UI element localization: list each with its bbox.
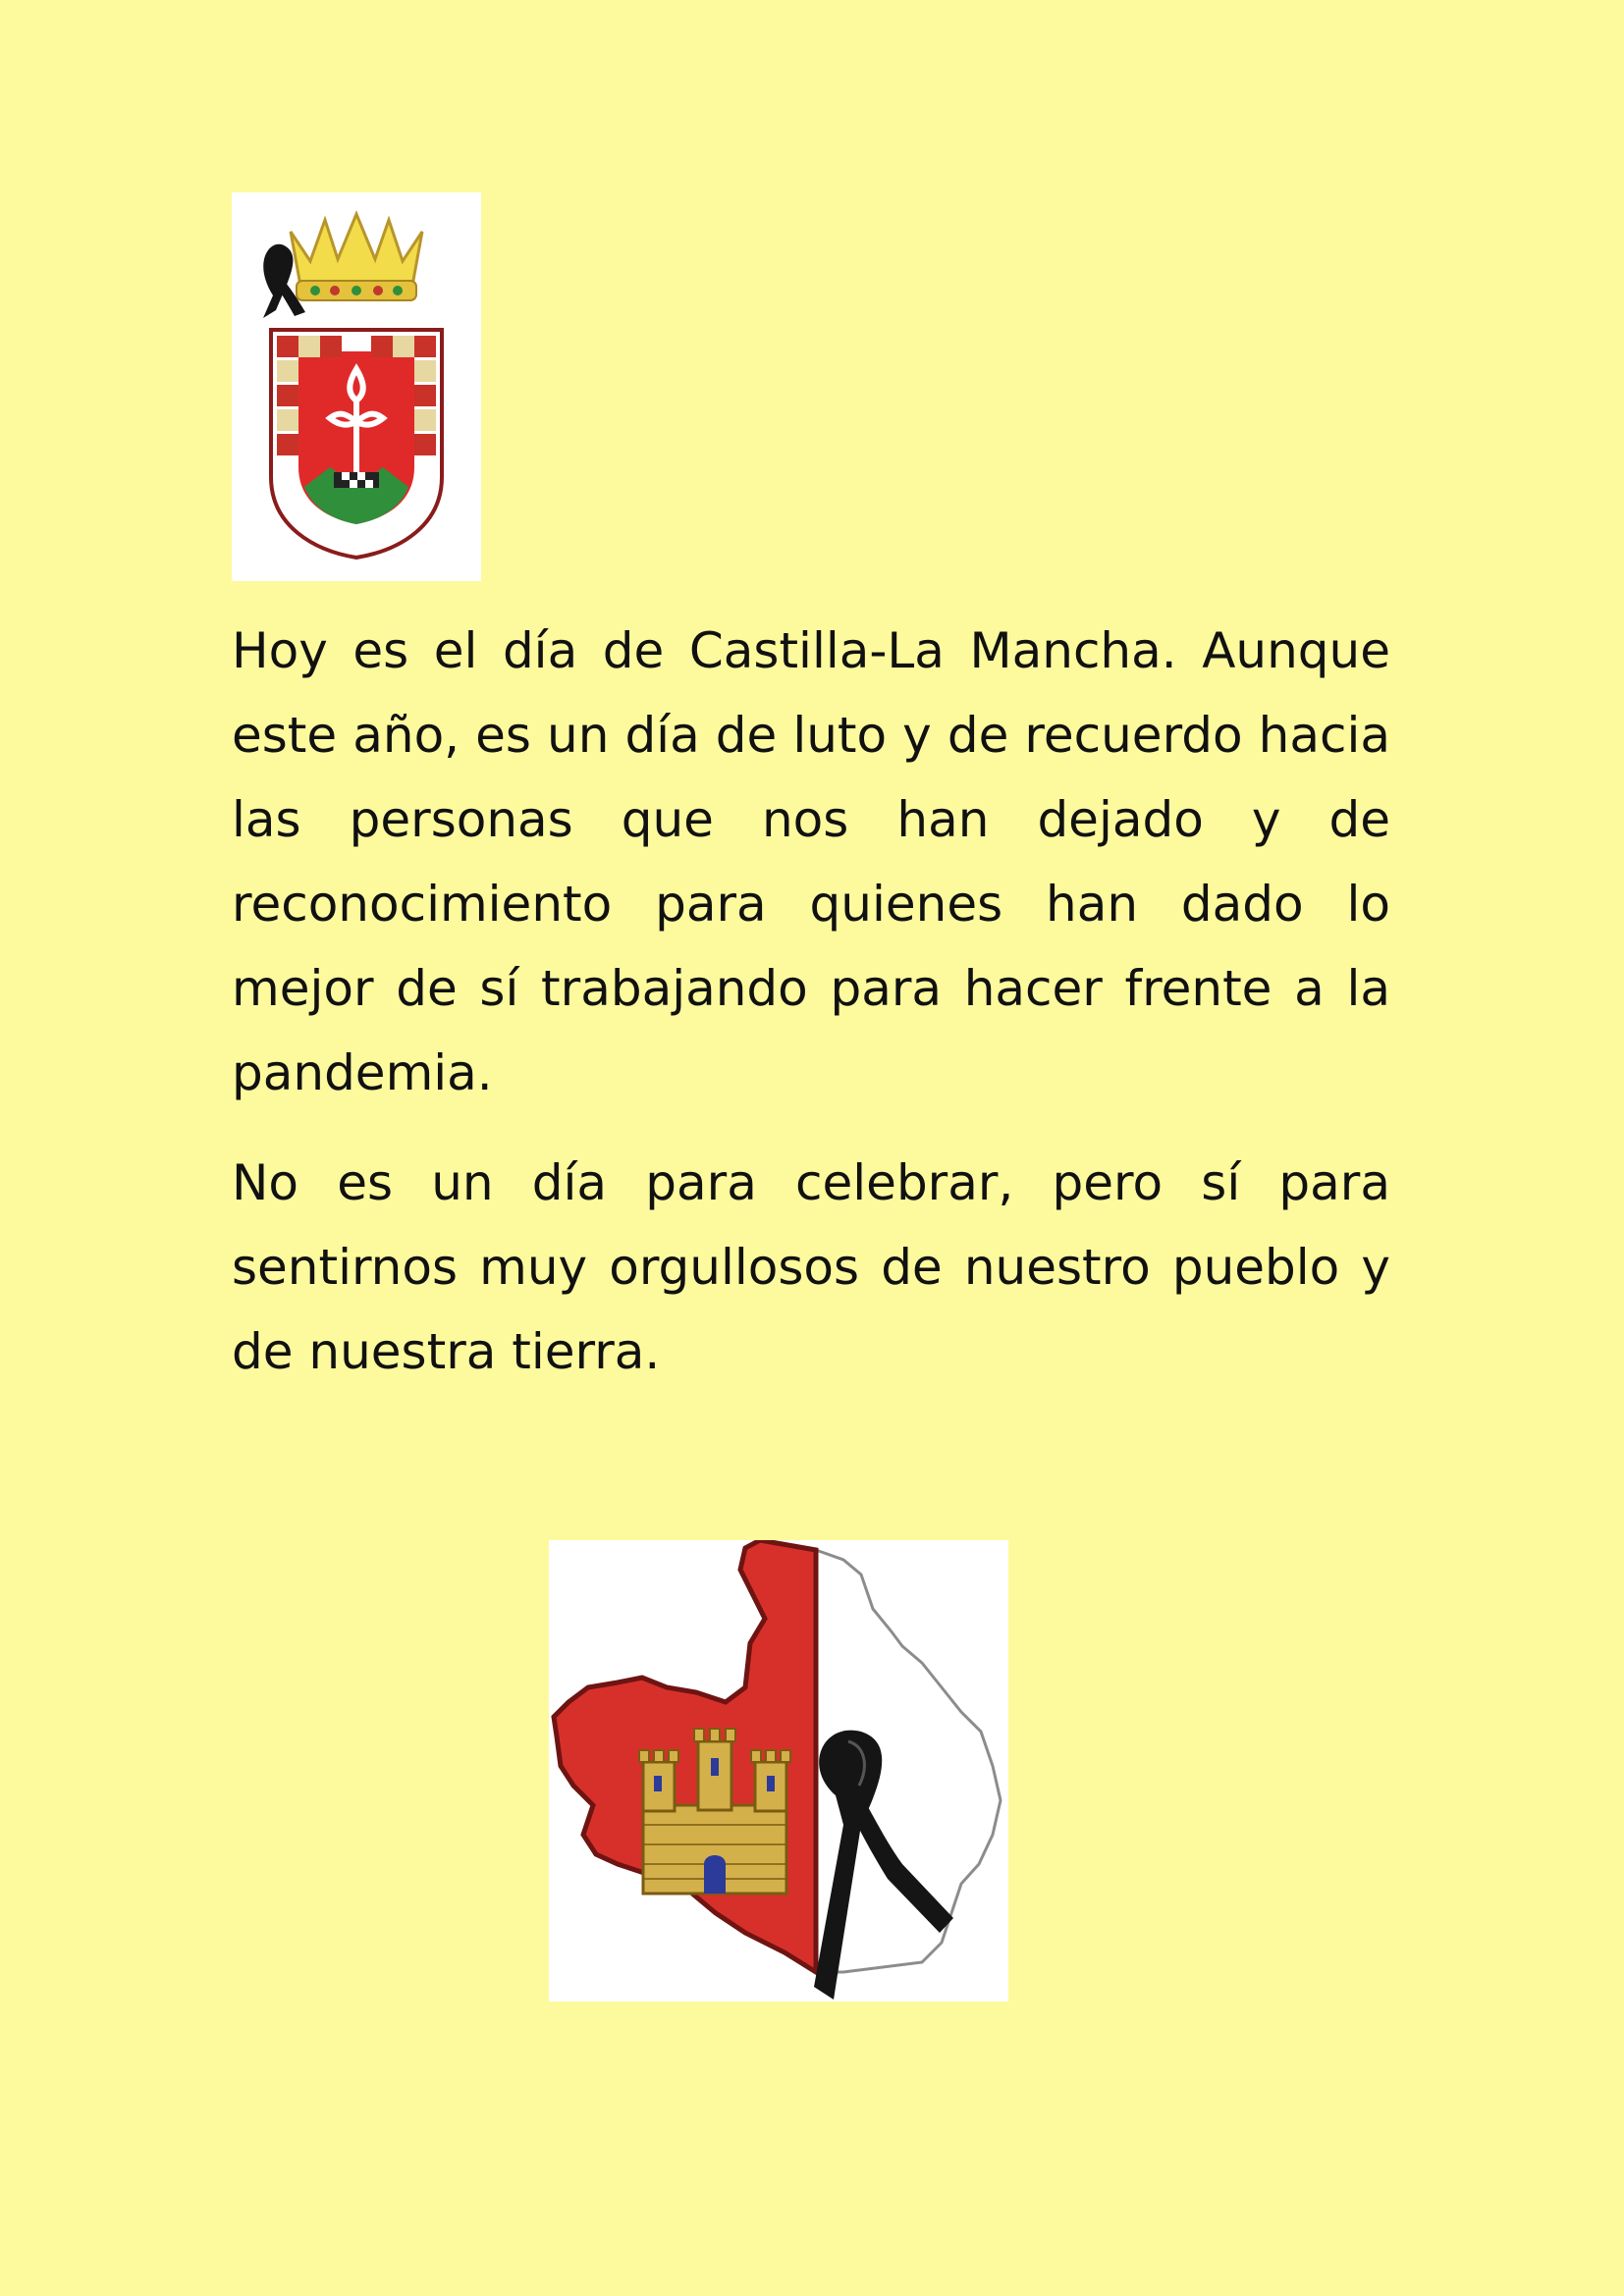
region-emblem-image — [549, 1540, 1008, 2002]
coat-of-arms-icon — [232, 192, 481, 581]
shield-icon — [271, 330, 442, 558]
paragraph-2: No es un día para celebrar, pero sí para sentirnos muy orgullosos de nuestro pueblo y de nuestra tierra. — [232, 1154, 1390, 1380]
main-text — [232, 609, 1390, 1419]
coat-of-arms-image — [232, 192, 481, 581]
castilla-la-mancha-map-icon — [549, 1540, 1008, 2002]
paragraph-1: Hoy es el día de Castilla-La Mancha. Aunque este año, es un día de luto y de recuerdo hacia las personas que nos han dejado y de reconocimiento para quienes han dado lo mejor de sí trabajando para hacer frente a la pandemia. — [232, 622, 1390, 1101]
castle-icon — [639, 1729, 790, 1894]
